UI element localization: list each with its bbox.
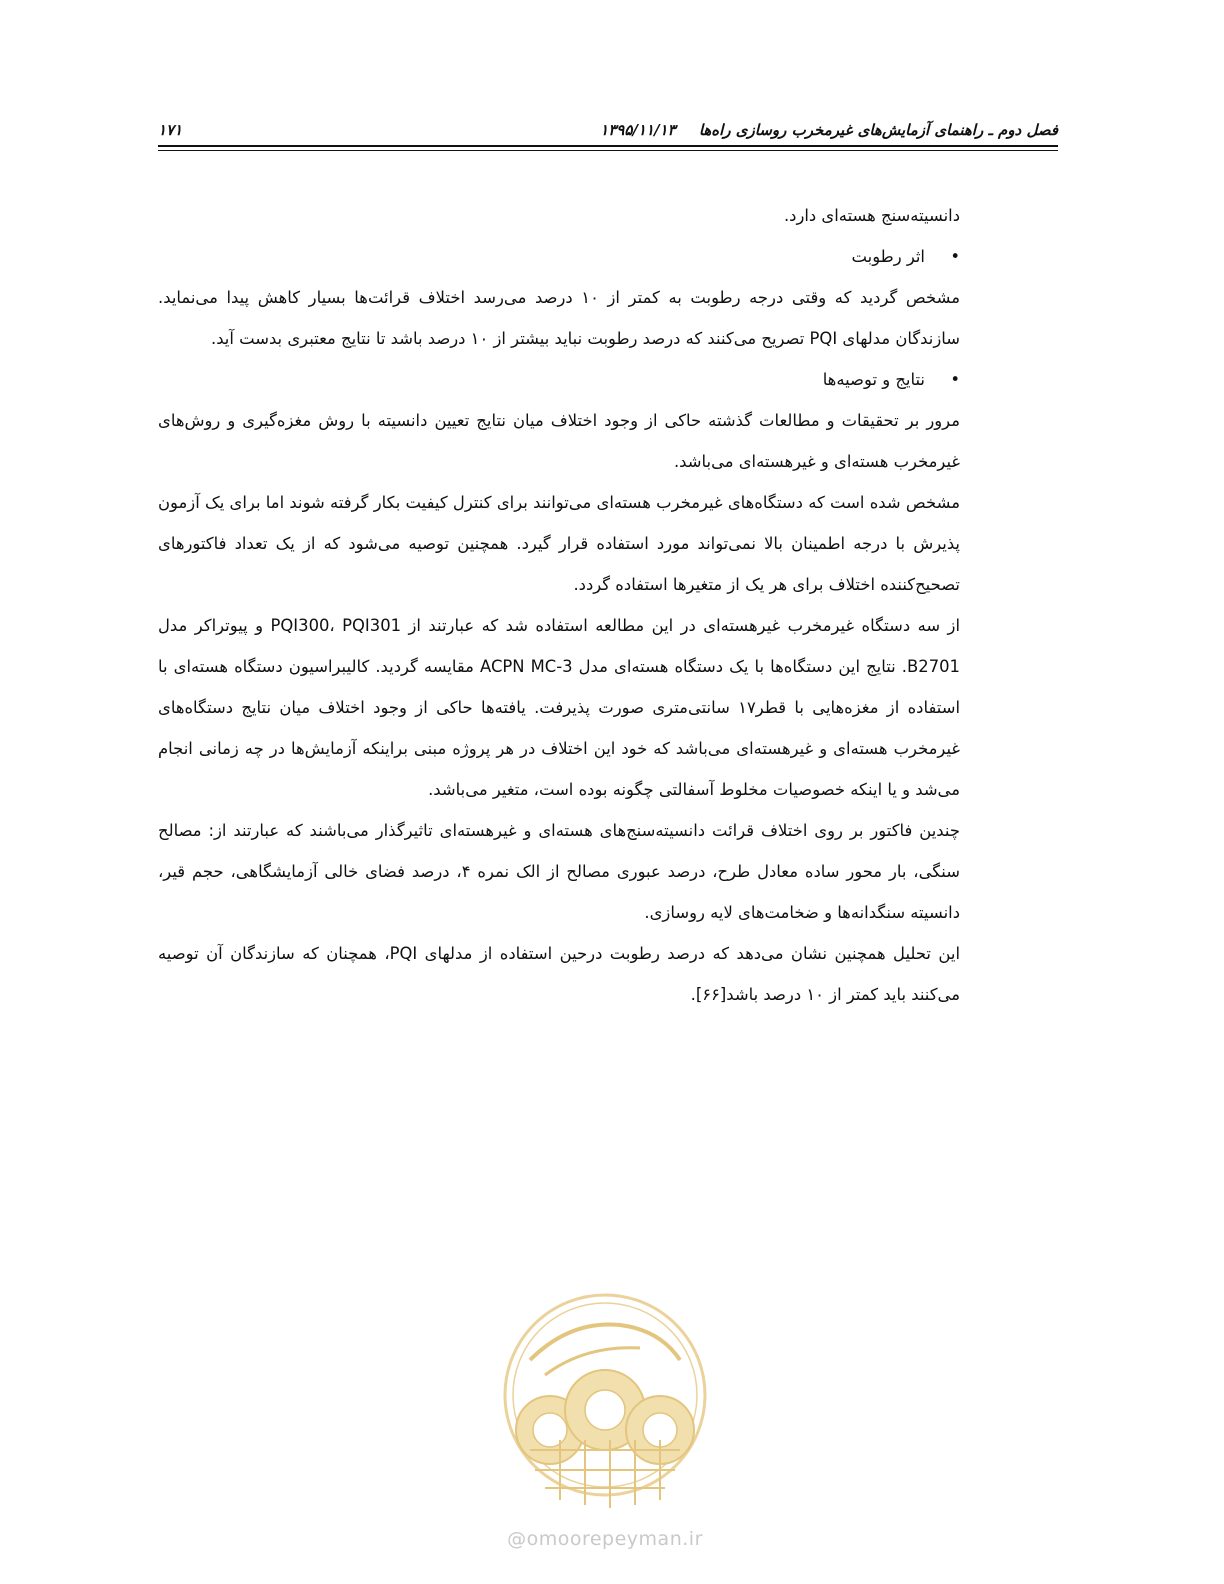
body-text — [158, 195, 960, 1015]
bullet-dot-icon: • — [950, 370, 960, 389]
paragraph-humidity: مشخص گردید که وقتی درجه رطوبت به کمتر از ۱۰ درصد می‌رسد اختلاف قرائت‌ها بسیار کاهش پیدا می‌نماید. سازندگان مدلهای PQI تصریح می‌کنند که درصد رطوبت نباید بیشتر از ۱۰ درصد باشد تا نتایج معتبری بدست آید. — [158, 288, 960, 348]
bullet-humidity-label: اثر رطوبت — [851, 247, 925, 266]
running-title — [600, 121, 1058, 139]
intro-line: دانسیته‌سنج هسته‌ای دارد. — [783, 206, 960, 225]
paragraph-review: مرور بر تحقیقات و مطالعات گذشته حاکی از وجود اختلاف میان نتایج تعیین دانسیته با روش مغزه‌گیری و روش‌های غیرمخرب هسته‌ای و غیرهسته‌ای می‌باشد. — [158, 411, 960, 471]
chapter-title: فصل دوم ـ راهنمای آزمایش‌های غیرمخرب روسازی راه‌ها — [698, 121, 1058, 139]
watermark — [490, 1290, 720, 1560]
watermark-logo — [490, 1290, 720, 1525]
paragraph-analysis: این تحلیل همچنین نشان می‌دهد که درصد رطوبت درحین استفاده از مدلهای PQI، همچنان که سازندگان آن توصیه می‌کنند باید کمتر از ۱۰ درصد باشد[۶۶]. — [158, 944, 960, 1004]
paragraph-factors: چندین فاکتور بر روی اختلاف قرائت دانسیته‌سنج‌های هسته‌ای و غیرهسته‌ای تاثیرگذار می‌باشند که عبارتند از: مصالح سنگی، بار محور ساده معادل طرح، درصد عبوری مصالح از الک نمره ۴، درصد فضای خالی آزمایشگاهی، حجم قیر، دانسیته سنگدانه‌ها و ضخامت‌های لایه روسازی. — [158, 821, 960, 922]
header-date: ۱۳۹۵/۱۱/۱۳ — [600, 121, 676, 139]
paragraph-devices: مشخص شده است که دستگاه‌های غیرمخرب هسته‌ای می‌توانند برای کنترل کیفیت بکار گرفته شوند اما برای یک آزمون پذیرش با درجه اطمینان بالا نمی‌تواند مورد استفاده قرار گیرد. همچنین توصیه می‌شود که از یک تعداد فاکتورهای تصحیح‌کننده اختلاف برای هر یک از متغیرها استفاده گردد. — [158, 493, 960, 594]
bullet-dot-icon: • — [950, 247, 960, 266]
bullet-results — [158, 359, 960, 400]
bullet-humidity — [158, 236, 960, 277]
header-rule-thick — [158, 145, 1058, 147]
header-rule-thin — [158, 150, 1058, 151]
bullet-results-label: نتایج و توصیه‌ها — [822, 370, 925, 389]
watermark-site: @omoorepeyman.ir — [507, 1528, 703, 1550]
paragraph-study: از سه دستگاه غیرمخرب غیرهسته‌ای در این مطالعه استفاده شد که عبارتند از PQI300، PQI301 و پیوتراکر مدل B2701. نتایج این دستگاه‌ها با یک دستگاه هسته‌ای مدل ACPN MC-3 مقایسه گردید. کالیبراسیون دستگاه هسته‌ای با استفاده از مغزه‌هایی با قطر۱۷ سانتی‌متری صورت پذیرفت. یافته‌ها حاکی از وجود اختلاف میان نتایج دستگاه‌های غیرمخرب هسته‌ای و غیرهسته‌ای می‌باشد که خود این اختلاف در هر پروژه مبنی براینکه آزمایش‌ها در چه زمانی انجام می‌شد و یا اینکه خصوصیات مخلوط آسفالتی چگونه بوده است، متغیر می‌باشد. — [158, 616, 960, 799]
page-number: ۱۷۱ — [158, 121, 183, 139]
page-header — [158, 118, 1058, 148]
